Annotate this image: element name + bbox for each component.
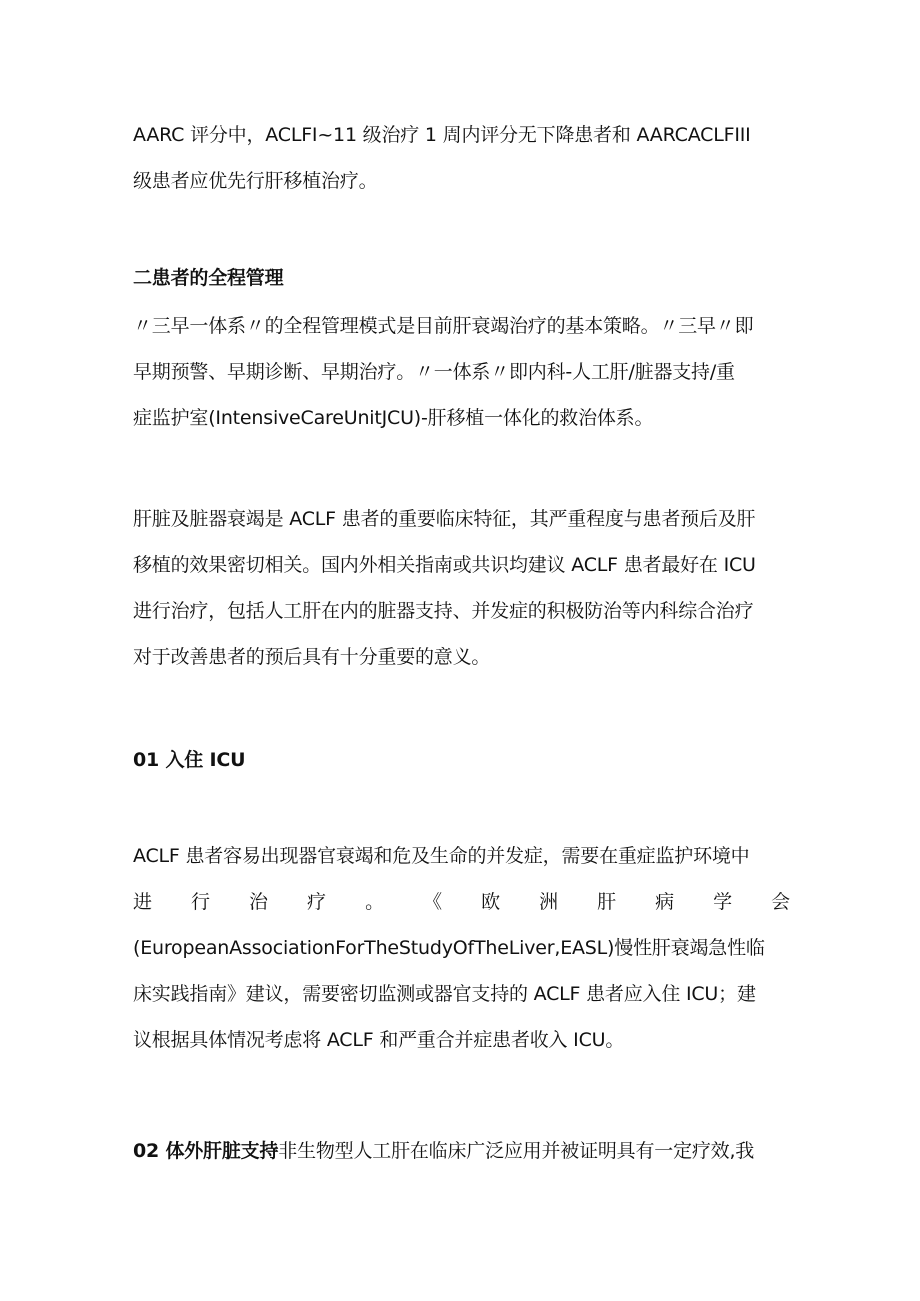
text-line: ACLF 患者容易出现器官衰竭和危及生命的并发症，需要在重症监护环境中 <box>133 845 750 867</box>
word: 学 <box>713 891 732 913</box>
word: 《 <box>423 891 442 913</box>
section-heading: 二患者的全程管理 <box>133 267 284 289</box>
paragraph-icu <box>133 844 790 1052</box>
word: 会 <box>771 891 790 913</box>
word: 欧 <box>481 891 500 913</box>
text-line: 床实践指南》建议，需要密切监测或器官支持的 ACLF 患者应入住 ICU；建 <box>133 983 756 1005</box>
inline-text: 非生物型人工肝在临床广泛应用并被证明具有一定疗效,我 <box>278 1140 755 1162</box>
spread-text-line <box>133 890 790 914</box>
text-line: 症监护室(IntensiveCareUnitJCU)-肝移植一体化的救治体系。 <box>133 407 654 429</box>
word: 治 <box>249 891 268 913</box>
text-line: AARC 评分中，ACLFI~11 级治疗 1 周内评分无下降患者和 AARCACLFIII <box>133 124 751 146</box>
paragraph-organ-failure <box>133 507 790 669</box>
text-line <box>133 1139 790 1163</box>
paragraph-management <box>133 314 790 430</box>
text-line: 进行治疗，包括人工肝在内的脏器支持、并发症的积极防治等内科综合治疗 <box>133 600 754 622</box>
paragraph-aarc <box>133 123 790 193</box>
word: 疗 <box>307 891 326 913</box>
subsection-heading-02: 02 体外肝脏支持 <box>133 1140 279 1162</box>
text-line: 肝脏及脏器衰竭是 ACLF 患者的重要临床特征，其严重程度与患者预后及肝 <box>133 508 756 530</box>
text-line: 对于改善患者的预后具有十分重要的意义。 <box>133 646 491 668</box>
word: 行 <box>191 891 210 913</box>
word: 洲 <box>539 891 558 913</box>
text-line: 〃三早一体系〃的全程管理模式是目前肝衰竭治疗的基本策略。〃三早〃即 <box>133 315 754 337</box>
paragraph-liver-support <box>133 1139 790 1163</box>
text-line: 级患者应优先行肝移植治疗。 <box>133 170 378 192</box>
text-line: 移植的效果密切相关。国内外相关指南或共识均建议 ACLF 患者最好在 ICU <box>133 554 756 576</box>
word: 。 <box>365 891 384 913</box>
word: 进 <box>133 891 152 913</box>
text-line: 早期预警、早期诊断、早期治疗。〃一体系〃即内科-人工肝/脏器支持/重 <box>133 361 735 383</box>
subsection-heading-01: 01 入住 ICU <box>133 749 246 771</box>
word: 病 <box>655 891 674 913</box>
word: 肝 <box>597 891 616 913</box>
text-line: (EuropeanAssociationForTheStudyOfTheLiver,EASL)慢性肝衰竭急性临 <box>133 937 765 959</box>
text-line: 议根据具体情况考虑将 ACLF 和严重合并症患者收入 ICU。 <box>133 1029 625 1051</box>
